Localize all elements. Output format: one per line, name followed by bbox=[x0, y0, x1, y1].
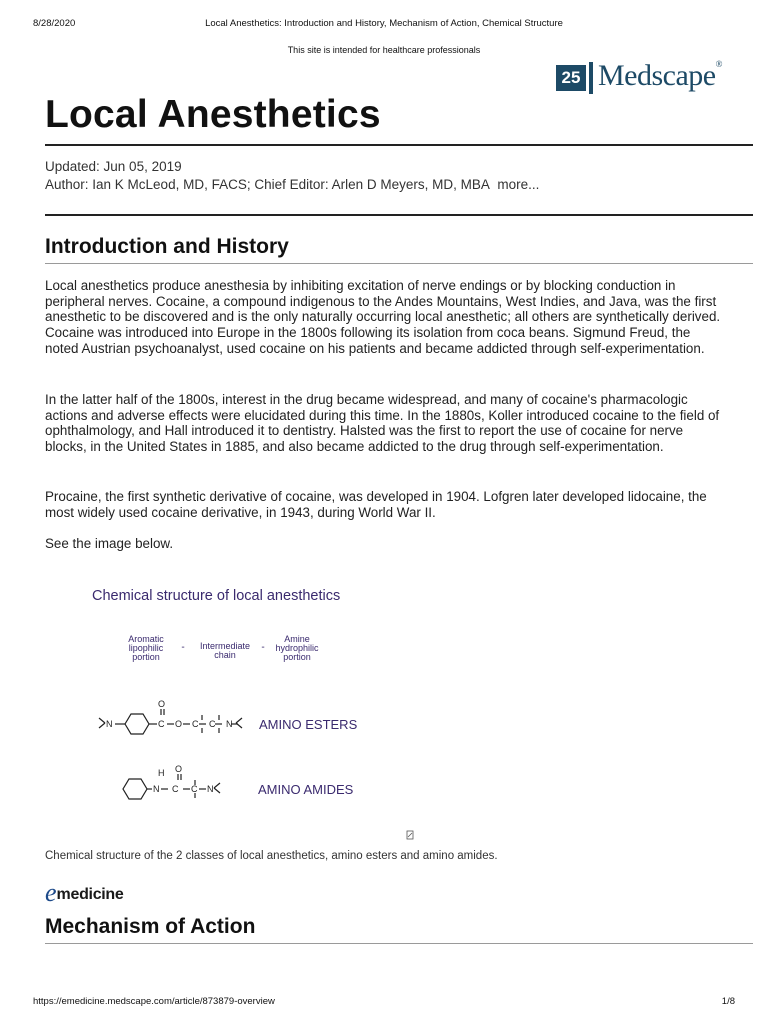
figure-caption: Chemical structure of the 2 classes of local anesthetics, amino esters and amino amides. bbox=[45, 850, 498, 862]
svg-text:C: C bbox=[209, 719, 216, 729]
more-link[interactable]: more... bbox=[497, 177, 540, 192]
svg-text:-: - bbox=[261, 642, 265, 653]
section-divider bbox=[45, 943, 753, 944]
chemical-structure-diagram bbox=[45, 565, 445, 845]
svg-text:N: N bbox=[153, 784, 160, 794]
svg-text:N: N bbox=[207, 784, 214, 794]
svg-text:H: H bbox=[158, 768, 165, 778]
hcp-notice: This site is intended for healthcare professionals bbox=[287, 45, 481, 55]
print-date: 8/28/2020 bbox=[33, 18, 76, 29]
meta-divider bbox=[45, 214, 753, 216]
svg-text:O: O bbox=[175, 719, 183, 729]
svg-text:portion: portion bbox=[283, 652, 311, 662]
intro-paragraph-3: Procaine, the first synthetic derivative of cocaine, was developed in 1904. Lofgren later developed lidocaine, the most widely used cocaine derivative, in 1943, during World War II. bbox=[45, 489, 707, 520]
svg-text:Aromatic: Aromatic bbox=[128, 634, 164, 644]
emedicine-text: medicine bbox=[56, 886, 124, 903]
section-divider bbox=[45, 263, 753, 264]
anniversary-badge: 25 bbox=[556, 65, 586, 91]
section-heading-mechanism: Mechanism of Action bbox=[45, 915, 256, 938]
svg-text:-: - bbox=[181, 642, 185, 653]
page-title: Local Anesthetics bbox=[45, 93, 381, 136]
logo-wordmark bbox=[598, 59, 722, 93]
title-divider bbox=[45, 144, 753, 146]
chemical-structure-figure[interactable] bbox=[45, 565, 445, 845]
svg-text:chain: chain bbox=[214, 650, 236, 660]
updated-date: Updated: Jun 05, 2019 bbox=[45, 159, 182, 174]
emedicine-logo bbox=[45, 876, 124, 906]
section-heading-intro: Introduction and History bbox=[45, 235, 289, 258]
svg-text:O: O bbox=[158, 699, 166, 709]
logo-divider bbox=[589, 62, 593, 94]
logo-brand: Medscape bbox=[598, 59, 716, 92]
svg-text:lipophilic: lipophilic bbox=[128, 643, 164, 653]
svg-text:C: C bbox=[191, 784, 198, 794]
svg-text:N: N bbox=[106, 719, 113, 729]
intro-paragraph-1: Local anesthetics produce anesthesia by inhibiting excitation of nerve endings or by blocking conduction in peripheral nerves. Cocaine, a compound indigenous to the Andes Mountains, West Indies, and Java, was the first anesthetic to be discovered and is the only naturally occurring local anesthetic; all others are synthetically derived. Cocaine was introduced into Europe in the 1800s following its isolation from coca beans. Sigmund Freud, the noted Austrian psychoanalyst, used cocaine on his patients and became addicted through self-experimentation. bbox=[45, 278, 721, 356]
emedicine-e: e bbox=[45, 878, 57, 907]
author-text: Author: Ian K McLeod, MD, FACS; Chief Editor: Arlen D Meyers, MD, MBA bbox=[45, 177, 490, 192]
intro-paragraph-4: See the image below. bbox=[45, 536, 174, 551]
svg-text:AMINO ESTERS: AMINO ESTERS bbox=[259, 717, 358, 732]
svg-text:O: O bbox=[175, 764, 183, 774]
svg-text:Intermediate: Intermediate bbox=[199, 641, 251, 651]
author-line bbox=[45, 177, 539, 192]
print-page-title: Local Anesthetics: Introduction and History, Mechanism of Action, Chemical Structure bbox=[205, 18, 563, 29]
footer-page-number: 1/8 bbox=[721, 996, 735, 1007]
svg-text:portion: portion bbox=[132, 652, 160, 662]
svg-text:C: C bbox=[172, 784, 179, 794]
logo-trademark: ® bbox=[715, 59, 722, 69]
svg-text:Amine: Amine bbox=[284, 634, 310, 644]
intro-paragraph-2: In the latter half of the 1800s, interest in the drug became widespread, and many of cocaine's pharmacologic actions and adverse effects were elucidated during this time. In the 1880s, Koller introduced cocaine to the field of ophthalmology, and Hall introduced it to dentistry. Halsted was the first to report the use of cocaine for nerve blocks, in the United States in 1885, and also became addicted to the drug through self-experimentation. bbox=[45, 392, 720, 455]
footer-url[interactable]: https://emedicine.medscape.com/article/873879-overview bbox=[33, 996, 275, 1007]
svg-text:C: C bbox=[158, 719, 165, 729]
svg-text:Chemical structure of local an: Chemical structure of local anesthetics bbox=[92, 588, 341, 604]
svg-text:C: C bbox=[192, 719, 199, 729]
svg-text:hydrophilic: hydrophilic bbox=[275, 643, 319, 653]
svg-text:N: N bbox=[226, 719, 233, 729]
svg-text:AMINO AMIDES: AMINO AMIDES bbox=[258, 782, 354, 797]
